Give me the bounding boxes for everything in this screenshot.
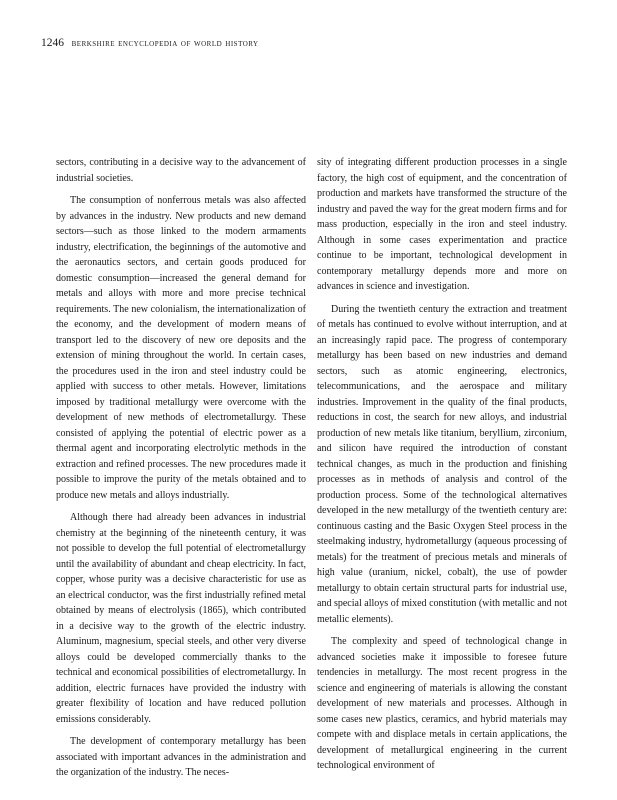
page-number: 1246 [41,37,64,49]
paragraph: The consumption of nonferrous metals was also affected by advances in the industry. New products and new demand sectors—such as those linked to the modern armaments industry, electrification, the beginnings of the automotive and the aeronautics sectors, and certain goods produced for domestic consumption—increased the general demand for metals and alloys with more and more precise technical requirements. The new colonialism, the internationalization of the economy, and the development of modern means of transport led to the discovery of new ore deposits and the extension of mining throughout the world. In certain cases, the procedures used in the iron and steel industry could be applied with success to other metals. However, limitations imposed by traditional metallurgy were overcome with the development of new methods of electrometallurgy. These consisted of applying the potential of electric power as a thermal agent and incorporating electrolytic methods in the extraction and refined processes. The new procedures made it possible to improve the purity of the metals obtained and to produce new metals and alloys industrially. [56,195,306,501]
right-column [317,155,567,774]
paragraph: sity of integrating different production processes in a single factory, the high cost of equipment, and the concentration of production and markets have transformed the structure of the industry and paved the way for the great modern firms and for mass production, especially in the iron and steel industry. Although in some cases experimentation and practice continue to be important, technological development in contemporary metallurgy depends more and more on advances in science and investigation. [317,157,567,292]
paragraph: The complexity and speed of technological change in advanced societies make it impossible to foresee future tendencies in metallurgy. The most recent progress in the science and engineering of materials is allowing the constant development of new materials and processes. Although in some cases new plastics, ceramics, and hybrid materials may compete with and displace metals in certain applications, the development of metallurgical engineering in the current technological environment of [317,636,567,771]
paragraph: sectors, contributing in a decisive way to the advancement of industrial societies. [56,157,306,184]
paragraph: During the twentieth century the extraction and treatment of metals has continued to evolve without interruption, and at an increasingly rapid pace. The progress of contemporary metallurgy has been based on new industries and demand sectors, such as atomic engineering, electronics, telecommunications, and the aerospace and military industries. Improvement in the quality of the final products, reductions in cost, the search for new alloys, and industrial production of new metals like titanium, beryllium, zirconium, and silicon have required the introduction of constant technical changes, as much in the production and finishing processes as in methods of analysis and control of the production process. Some of the technological alternatives developed in the new metallurgy of the twentieth century are: continuous casting and the Basic Oxygen Steel process in the steelmaking industry, hydrometallurgy (aqueous processing of metals) for the treatment of precious metals and minerals of high value (uranium, nickel, cobalt), the use of powder metallurgy to obtain certain structural parts for industrial use, and special alloys of mixed constitution (with metallic and not metallic elements). [317,303,567,625]
running-title: berkshire encyclopedia of world history [71,38,259,49]
paragraph: Although there had already been advances in industrial chemistry at the beginning of the nineteenth century, it was not possible to develop the full potential of electrometallurgy until the availability of abundant and cheap electricity. In fact, copper, whose purity was a decisive characteristic for use as an electrical conductor, was the first industrially refined metal obtained by means of electrolysis (1865), which contributed in a decisive way to the growth of the electric industry. Aluminum, magnesium, special steels, and other very diverse alloys could be developed commercially thanks to the technical and economical possibilities of electrometallurgy. In addition, electric furnaces have provided the industry with greater flexibility of location and have reduced pollution emissions considerably. [56,512,306,725]
left-column [56,155,306,781]
running-head [41,37,259,50]
paragraph: The development of contemporary metallurgy has been associated with important advances in the administration and the organization of the industry. The neces- [56,736,306,778]
